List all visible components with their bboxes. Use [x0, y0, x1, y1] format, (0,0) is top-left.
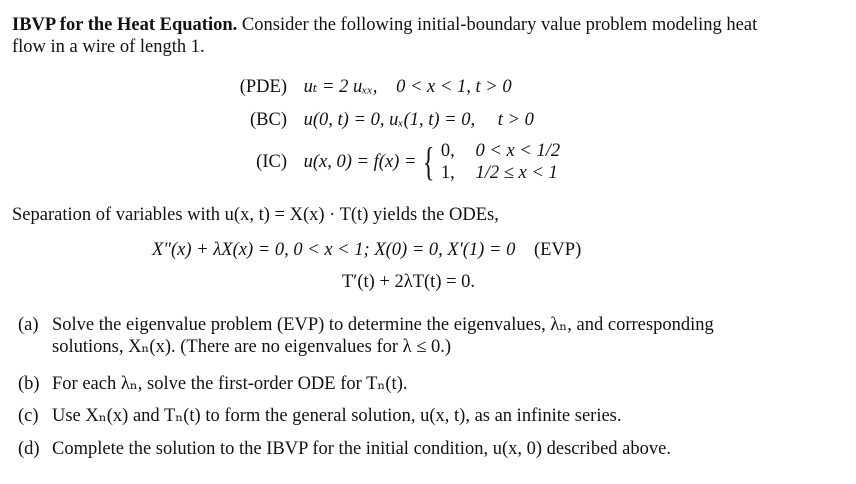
- part-c-line1: Use Xₙ(x) and Tₙ(t) to form the general solution, u(x, t), as an infinite series.: [52, 406, 622, 426]
- bc-label: (BC): [250, 110, 287, 130]
- part-a-tag: (a): [18, 315, 39, 335]
- part-b: [18, 373, 838, 395]
- ic-equation: u(x, 0) = f(x) =: [303, 151, 417, 172]
- part-d: [18, 438, 838, 460]
- pde-line: [229, 76, 512, 98]
- separation-text: Separation of variables with u(x, t) = X(x) · T(t) yields the ODEs,: [12, 205, 499, 225]
- pde-equation: uₜ = 2 uₓₓ,: [303, 77, 378, 97]
- pde-label: (PDE): [239, 77, 287, 97]
- ic-case2-value: 1,: [440, 163, 455, 183]
- problem-heading: IBVP for the Heat Equation.: [12, 15, 238, 35]
- part-a-line1: Solve the eigenvalue problem (EVP) to determine the eigenvalues, λₙ, and corresponding: [52, 315, 714, 335]
- ic-case-1: [441, 140, 560, 162]
- part-b-line1: For each λₙ, solve the first-order ODE for Tₙ(t).: [52, 374, 408, 394]
- ic-case-2: [441, 162, 560, 184]
- pde-condition: 0 < x < 1, t > 0: [396, 77, 512, 97]
- ic-case2-condition: 1/2 ≤ x < 1: [475, 163, 558, 183]
- part-a: [18, 314, 838, 358]
- intro-text-line2: flow in a wire of length 1.: [12, 37, 205, 58]
- t-equation: T′(t) + 2λT(t) = 0.: [342, 272, 476, 292]
- part-d-tag: (d): [18, 439, 40, 459]
- ic-line: [229, 140, 560, 184]
- part-a-line2: solutions, Xₙ(x). (There are no eigenvalues for λ ≤ 0.): [52, 337, 452, 358]
- intro-text-line1: Consider the following initial-boundary value problem modeling heat: [237, 15, 758, 35]
- part-c: [18, 405, 838, 427]
- bc-condition: t > 0: [497, 110, 534, 130]
- part-c-tag: (c): [18, 406, 39, 426]
- part-b-tag: (b): [18, 374, 40, 394]
- bc-line: [229, 109, 534, 131]
- evp-line: [152, 239, 581, 261]
- evp-equation: X″(x) + λX(x) = 0, 0 < x < 1; X(0) = 0, X′(1) = 0: [152, 240, 516, 260]
- ic-cases: [441, 140, 560, 184]
- part-d-line1: Complete the solution to the IBVP for the initial condition, u(x, 0) described above.: [52, 439, 671, 459]
- cases-brace: {: [422, 139, 435, 184]
- bc-equation: u(0, t) = 0, uₓ(1, t) = 0,: [303, 110, 476, 130]
- ic-case1-condition: 0 < x < 1/2: [475, 141, 561, 161]
- ic-label: (IC): [256, 151, 287, 172]
- ic-case1-value: 0,: [440, 141, 455, 161]
- intro-paragraph: [12, 14, 844, 58]
- evp-label: (EVP): [533, 240, 582, 260]
